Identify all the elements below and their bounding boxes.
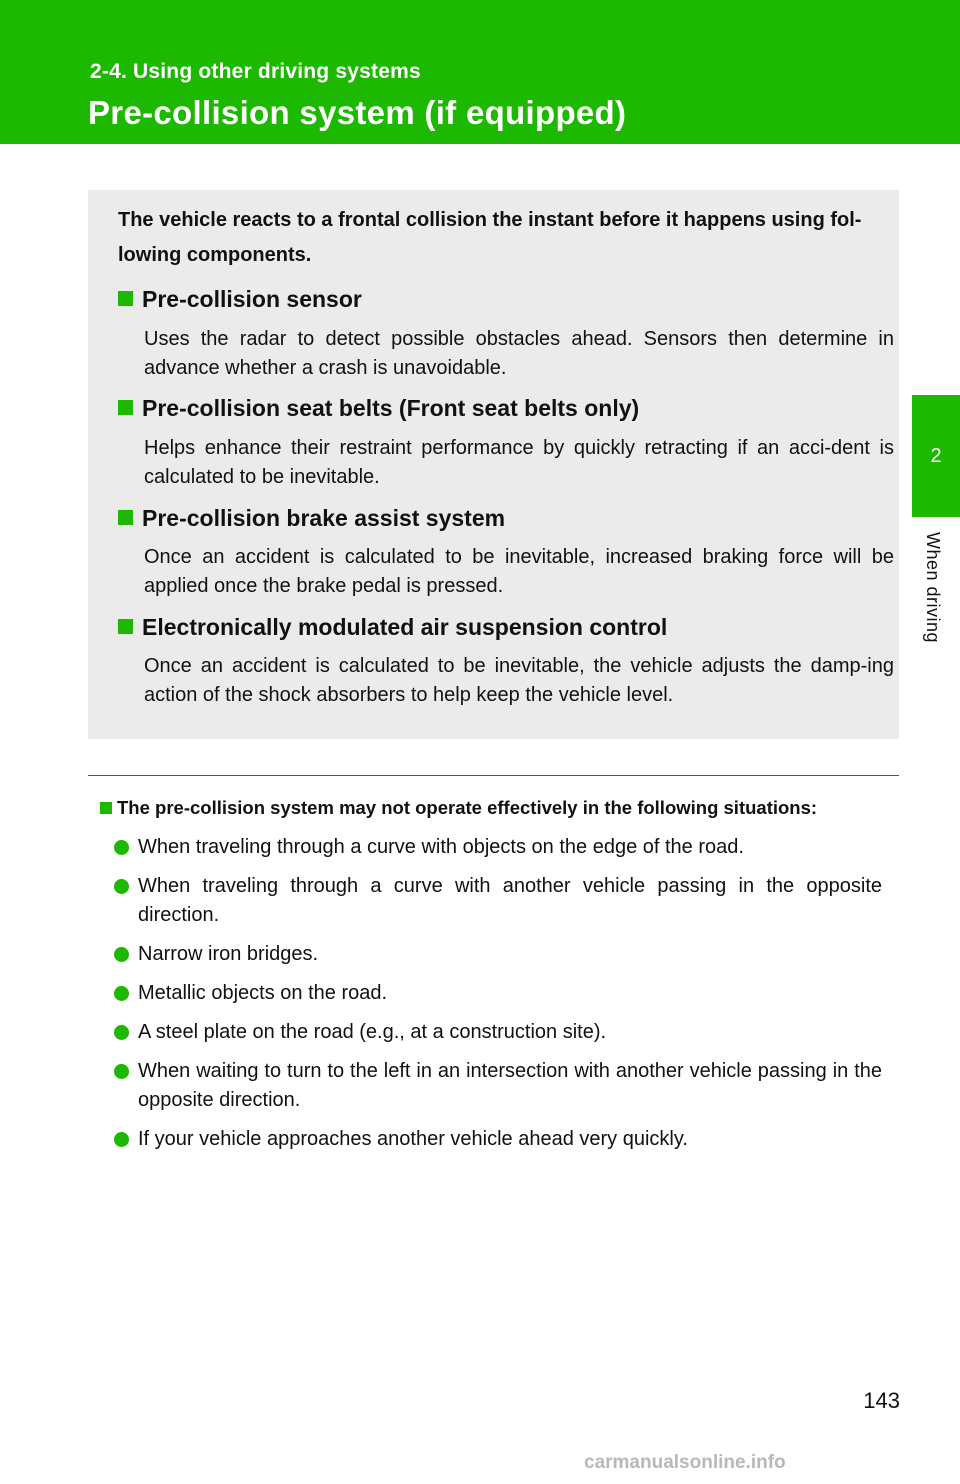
bullet-dot-icon xyxy=(114,986,129,1001)
green-square-icon xyxy=(118,510,133,525)
divider xyxy=(88,775,899,776)
list-item: Metallic objects on the road. xyxy=(112,979,882,1008)
list-item: If your vehicle approaches another vehicle ahead very quickly. xyxy=(112,1125,882,1154)
bullet-dot-icon xyxy=(114,1064,129,1079)
section-title: 2-4. Using other driving systems xyxy=(90,60,421,83)
bullet-dot-icon xyxy=(114,947,129,962)
component-heading: Pre-collision seat belts (Front seat belts only) xyxy=(118,395,639,422)
note-heading: The pre-collision system may not operate effectively in the following situations: xyxy=(100,797,817,819)
list-item: Narrow iron bridges. xyxy=(112,940,882,969)
bullet-dot-icon xyxy=(114,1025,129,1040)
component-description: Once an accident is calculated to be inevitable, the vehicle adjusts the damp-ing action of the shock absorbers to help keep the vehicle level. xyxy=(144,655,894,706)
chapter-tab-number: 2 xyxy=(930,445,942,467)
component-heading: Pre-collision brake assist system xyxy=(118,505,505,532)
green-square-icon xyxy=(100,802,112,814)
list-item: When traveling through a curve with objects on the edge of the road. xyxy=(112,833,882,862)
bullet-dot-icon xyxy=(114,840,129,855)
note-list xyxy=(112,833,882,1164)
list-item: A steel plate on the road (e.g., at a construction site). xyxy=(112,1018,882,1047)
bullet-dot-icon xyxy=(114,1132,129,1147)
component-heading: Pre-collision sensor xyxy=(118,286,362,313)
component-description: Once an accident is calculated to be inevitable, increased braking force will be applied once the brake pedal is pressed. xyxy=(144,546,894,597)
green-square-icon xyxy=(118,619,133,634)
list-item: When waiting to turn to the left in an intersection with another vehicle passing in the opposite direction. xyxy=(112,1057,882,1115)
component-heading: Electronically modulated air suspension control xyxy=(118,614,667,641)
page-number: 143 xyxy=(863,1388,900,1413)
green-square-icon xyxy=(118,291,133,306)
list-item: When traveling through a curve with another vehicle passing in the opposite direction. xyxy=(112,872,882,930)
chapter-tab-label: When driving xyxy=(923,532,943,644)
bullet-dot-icon xyxy=(114,879,129,894)
component-description: Helps enhance their restraint performance by quickly retracting if an acci-dent is calculated to be inevitable. xyxy=(144,437,894,488)
side-tab-strip xyxy=(912,144,960,1350)
page-title: Pre-collision system (if equipped) xyxy=(88,94,627,131)
component-description: Uses the radar to detect possible obstacles ahead. Sensors then determine in advance whether a crash is unavoidable. xyxy=(144,328,894,379)
watermark: carmanualsonline.info xyxy=(584,1452,786,1473)
intro-text: The vehicle reacts to a frontal collision the instant before it happens using fol-lowing components. xyxy=(118,209,862,266)
green-square-icon xyxy=(118,400,133,415)
